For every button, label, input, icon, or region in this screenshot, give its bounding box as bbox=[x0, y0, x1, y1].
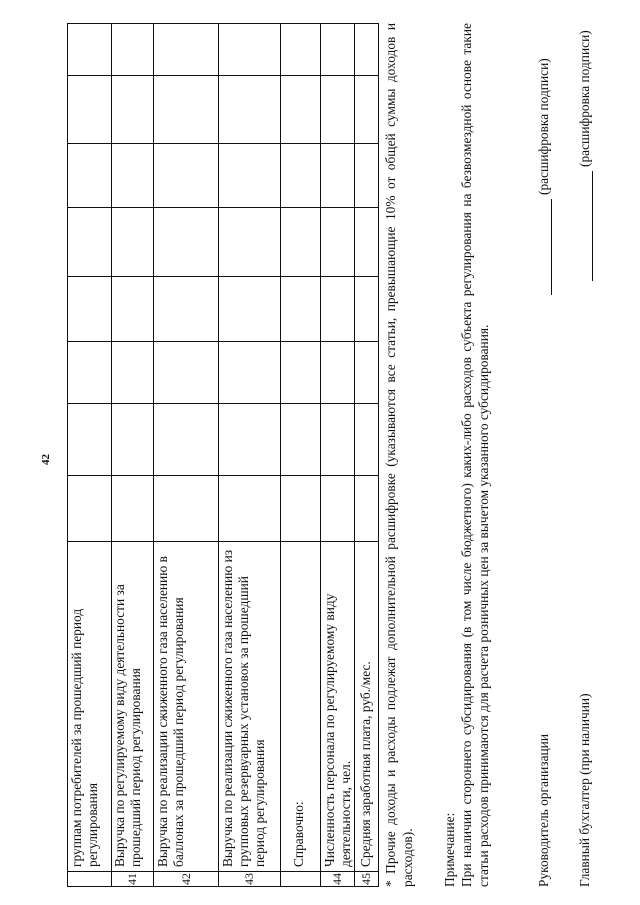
empty-value-cell bbox=[321, 403, 355, 475]
director-signature-hint: (расшифровка подписи) bbox=[536, 58, 551, 195]
empty-value-cell bbox=[111, 23, 154, 75]
row-number-cell: 44 bbox=[321, 871, 355, 887]
note-heading: Примечание: bbox=[442, 812, 457, 887]
empty-value-cell bbox=[355, 143, 379, 207]
accountant-signature-label: Главный бухгалтер (при наличии) bbox=[577, 693, 592, 887]
empty-value-cell bbox=[154, 475, 219, 541]
empty-value-cell bbox=[219, 341, 281, 403]
empty-value-cell bbox=[355, 341, 379, 403]
empty-value-cell bbox=[219, 75, 281, 143]
empty-value-cell bbox=[321, 276, 355, 341]
empty-value-cell bbox=[219, 276, 281, 341]
empty-value-cell bbox=[68, 341, 112, 403]
table-row bbox=[154, 23, 219, 887]
director-signature-line bbox=[551, 199, 552, 295]
empty-value-cell bbox=[219, 23, 281, 75]
empty-value-cell bbox=[281, 75, 321, 143]
row-name-cell: Численность персонала по регулируемому виду деятельности, чел. bbox=[321, 541, 355, 871]
table-row bbox=[67, 23, 112, 887]
empty-value-cell bbox=[321, 475, 355, 541]
note-text: При наличии стороннего субсидирования (в том числе бюджетного) каких-либо расходов субъекта регулирования на безвозмездной основе такие статьи расходов принимаются для расчета розничных цен за вычетом указанного субсидирования. bbox=[459, 23, 491, 887]
table-row bbox=[219, 23, 281, 887]
empty-value-cell bbox=[154, 207, 219, 276]
row-name-cell: Выручка по реализации сжиженного газа населению из групповых резервуарных установок за прошедший период регулирования bbox=[219, 541, 281, 871]
empty-value-cell bbox=[154, 23, 219, 75]
empty-value-cell bbox=[219, 475, 281, 541]
table-row bbox=[111, 23, 154, 887]
empty-value-cell bbox=[111, 75, 154, 143]
row-name-cell: Справочно: bbox=[281, 541, 321, 871]
footnote: * Прочие доходы и расходы подлежат дополнительной расшифровке (указываются все статьи, превышающие 10% от общей суммы доходов и расходов). bbox=[383, 23, 415, 887]
empty-value-cell bbox=[281, 341, 321, 403]
empty-value-cell bbox=[68, 75, 112, 143]
empty-value-cell bbox=[321, 75, 355, 143]
empty-value-cell bbox=[355, 207, 379, 276]
director-signature-label: Руководитель организации bbox=[536, 733, 551, 887]
empty-value-cell bbox=[68, 276, 112, 341]
row-number-cell: 45 bbox=[355, 871, 379, 887]
empty-value-cell bbox=[281, 143, 321, 207]
empty-value-cell bbox=[321, 143, 355, 207]
empty-value-cell bbox=[281, 207, 321, 276]
row-number-cell: 42 bbox=[154, 871, 219, 887]
empty-value-cell bbox=[111, 403, 154, 475]
empty-value-cell bbox=[281, 403, 321, 475]
empty-value-cell bbox=[154, 403, 219, 475]
empty-value-cell bbox=[219, 143, 281, 207]
empty-value-cell bbox=[68, 143, 112, 207]
empty-value-cell bbox=[355, 276, 379, 341]
empty-value-cell bbox=[355, 403, 379, 475]
table-row bbox=[355, 23, 379, 887]
empty-value-cell bbox=[154, 143, 219, 207]
empty-value-cell bbox=[111, 276, 154, 341]
table-row bbox=[321, 23, 355, 887]
accountant-signature-line bbox=[592, 171, 593, 281]
empty-value-cell bbox=[111, 341, 154, 403]
empty-value-cell bbox=[355, 75, 379, 143]
row-number-cell: 41 bbox=[111, 871, 154, 887]
empty-value-cell bbox=[154, 276, 219, 341]
empty-value-cell bbox=[355, 23, 379, 75]
empty-value-cell bbox=[321, 23, 355, 75]
empty-value-cell bbox=[281, 475, 321, 541]
empty-value-cell bbox=[111, 143, 154, 207]
empty-value-cell bbox=[68, 207, 112, 276]
row-number-cell bbox=[68, 871, 112, 887]
empty-value-cell bbox=[154, 75, 219, 143]
empty-value-cell bbox=[281, 276, 321, 341]
row-number-cell bbox=[281, 871, 321, 887]
empty-value-cell bbox=[281, 23, 321, 75]
empty-value-cell bbox=[321, 341, 355, 403]
empty-value-cell bbox=[111, 475, 154, 541]
empty-value-cell bbox=[68, 403, 112, 475]
accountant-signature-hint: (расшифровка подписи) bbox=[577, 30, 592, 167]
data-table bbox=[67, 23, 379, 887]
empty-value-cell bbox=[154, 341, 219, 403]
empty-value-cell bbox=[321, 207, 355, 276]
empty-value-cell bbox=[219, 207, 281, 276]
empty-value-cell bbox=[219, 403, 281, 475]
row-name-cell: Выручка по реализации сжиженного газа населению в баллонах за прошедший период регулирования bbox=[154, 541, 219, 871]
empty-value-cell bbox=[68, 475, 112, 541]
empty-value-cell bbox=[111, 207, 154, 276]
row-name-cell: Выручка по регулируемому виду деятельности за прошедший период регулирования bbox=[111, 541, 154, 871]
table-row bbox=[281, 23, 321, 887]
page-number: 42 bbox=[40, 454, 52, 465]
empty-value-cell bbox=[355, 475, 379, 541]
empty-value-cell bbox=[68, 23, 112, 75]
row-name-cell: Средняя заработная плата, руб./мес. bbox=[355, 541, 379, 871]
row-number-cell: 43 bbox=[219, 871, 281, 887]
row-name-cell: группам потребителей за прошедший период регулирования bbox=[68, 541, 112, 871]
